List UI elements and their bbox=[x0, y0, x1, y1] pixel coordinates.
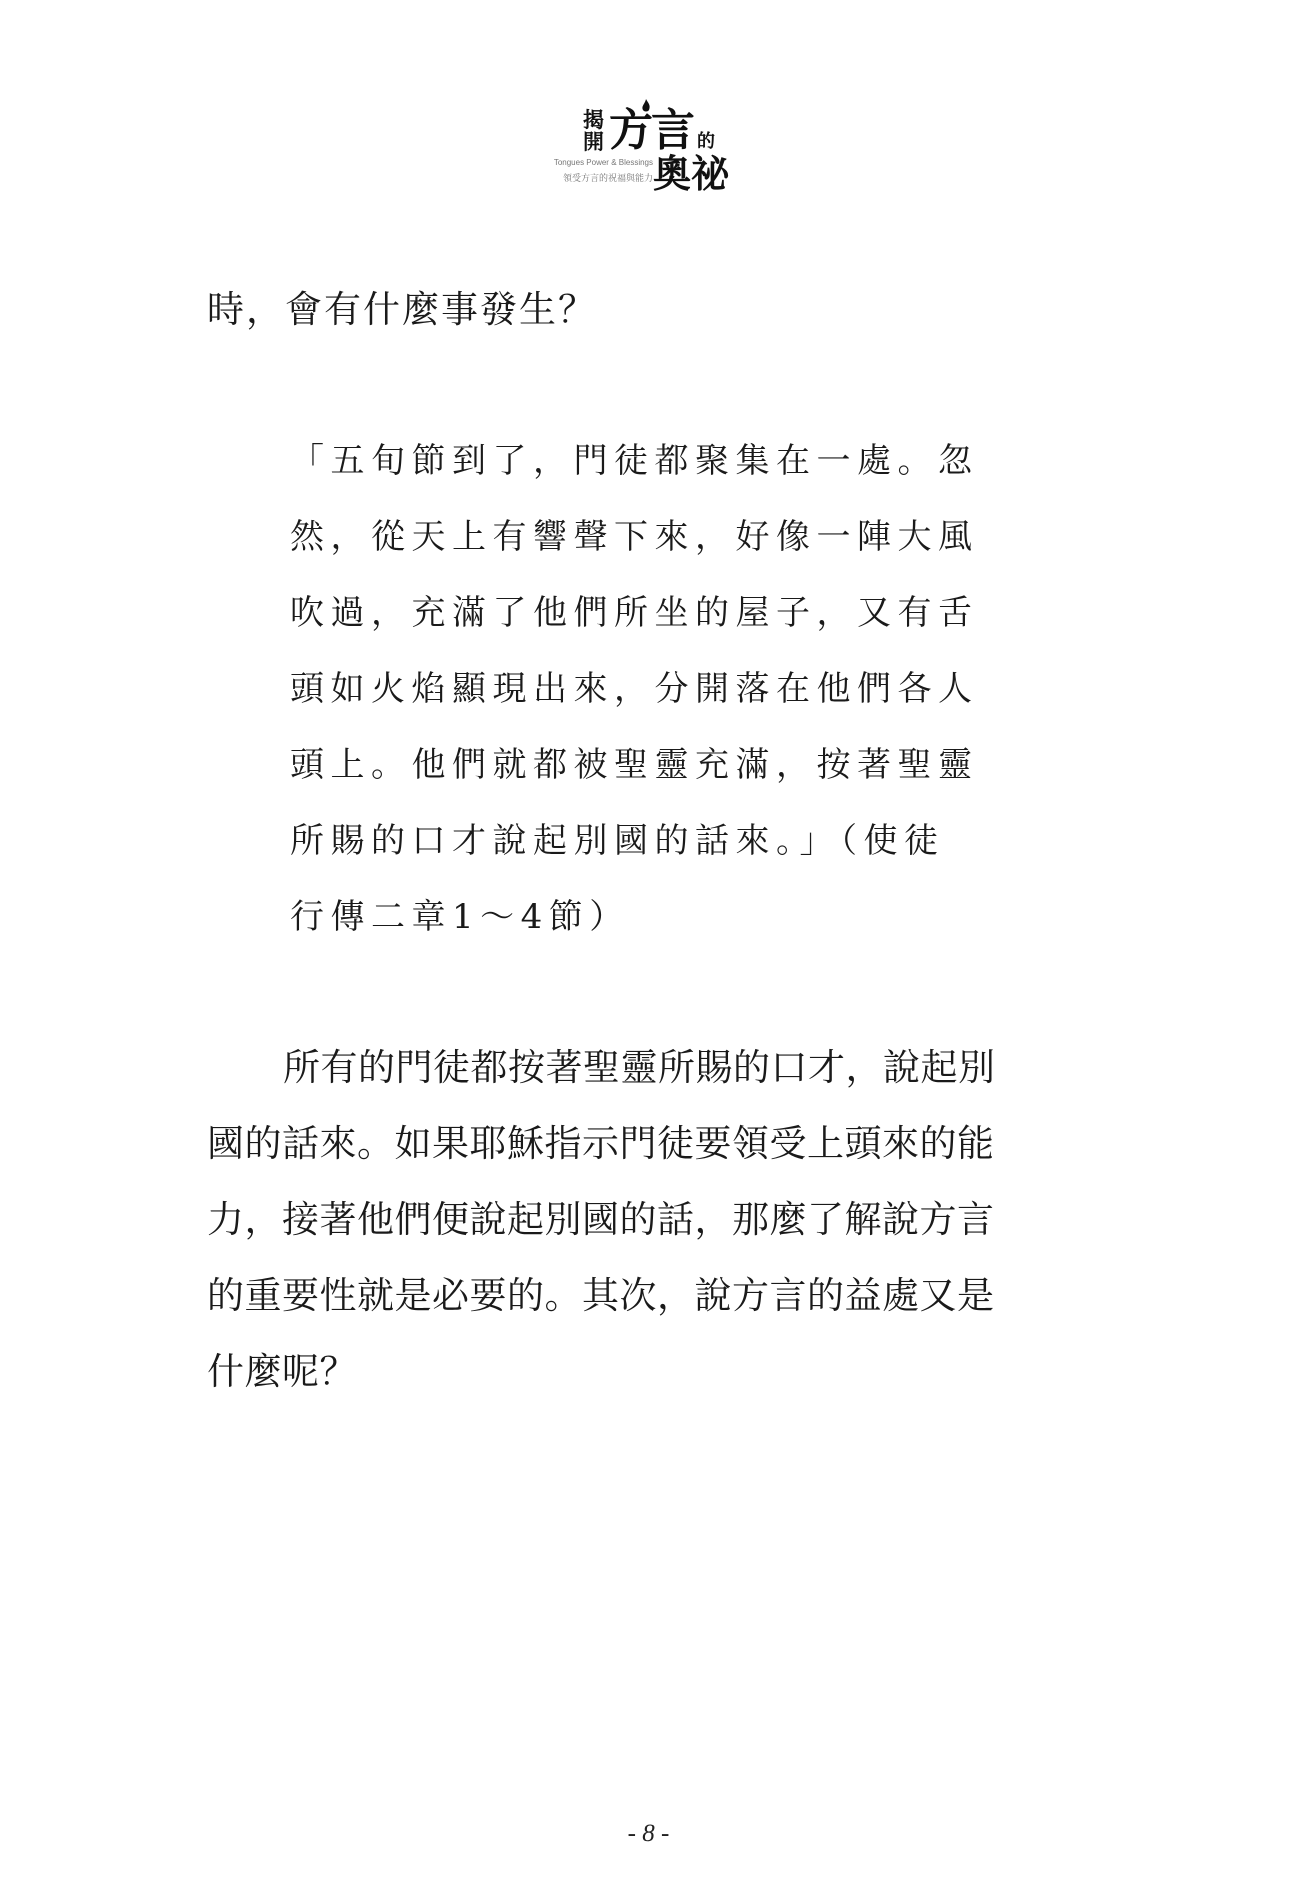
page-number: - 8 - bbox=[627, 1820, 670, 1847]
quote-line: 行傳二章1～4節） bbox=[290, 897, 630, 937]
logo-title-small: 揭開 bbox=[583, 107, 604, 154]
paragraph-line: 所有的門徒都按著聖靈所賜的口才，說起別 bbox=[283, 1046, 996, 1089]
paragraph-line: 力，接著他們便說起別國的話，那麼了解說方言 bbox=[207, 1198, 995, 1241]
quote-line: 「五旬節到了，門徒都聚集在一處。忽 bbox=[290, 441, 979, 481]
paragraph-line: 什麼呢？ bbox=[207, 1350, 357, 1393]
logo-title-bottom: 奧祕 bbox=[653, 151, 730, 196]
paragraph-line: 國的話來。如果耶穌指示門徒要領受上頭來的能 bbox=[207, 1122, 995, 1165]
logo-chinese-subtitle: 領受方言的祝福與能力 bbox=[562, 174, 653, 184]
logo-title-main: 方言 bbox=[609, 105, 693, 156]
quote-line: 吹過，充滿了他們所坐的屋子，又有舌 bbox=[290, 593, 979, 633]
logo-english-subtitle: Tongues Power & Blessings bbox=[553, 158, 653, 167]
logo-title-de: 的 bbox=[697, 131, 715, 152]
quote-line: 然，從天上有響聲下來，好像一陣大風 bbox=[290, 517, 979, 557]
intro-line: 時，會有什麼事發生？ bbox=[207, 288, 597, 331]
paragraph-line: 的重要性就是必要的。其次，說方言的益處又是 bbox=[207, 1274, 995, 1317]
book-logo bbox=[545, 105, 745, 195]
quote-line: 頭如火焰顯現出來，分開落在他們各人 bbox=[290, 669, 979, 709]
quote-line: 頭上。他們就都被聖靈充滿，按著聖靈 bbox=[290, 745, 979, 785]
quote-line: 所賜的口才說起別國的話來。」（使徒 bbox=[290, 821, 945, 861]
